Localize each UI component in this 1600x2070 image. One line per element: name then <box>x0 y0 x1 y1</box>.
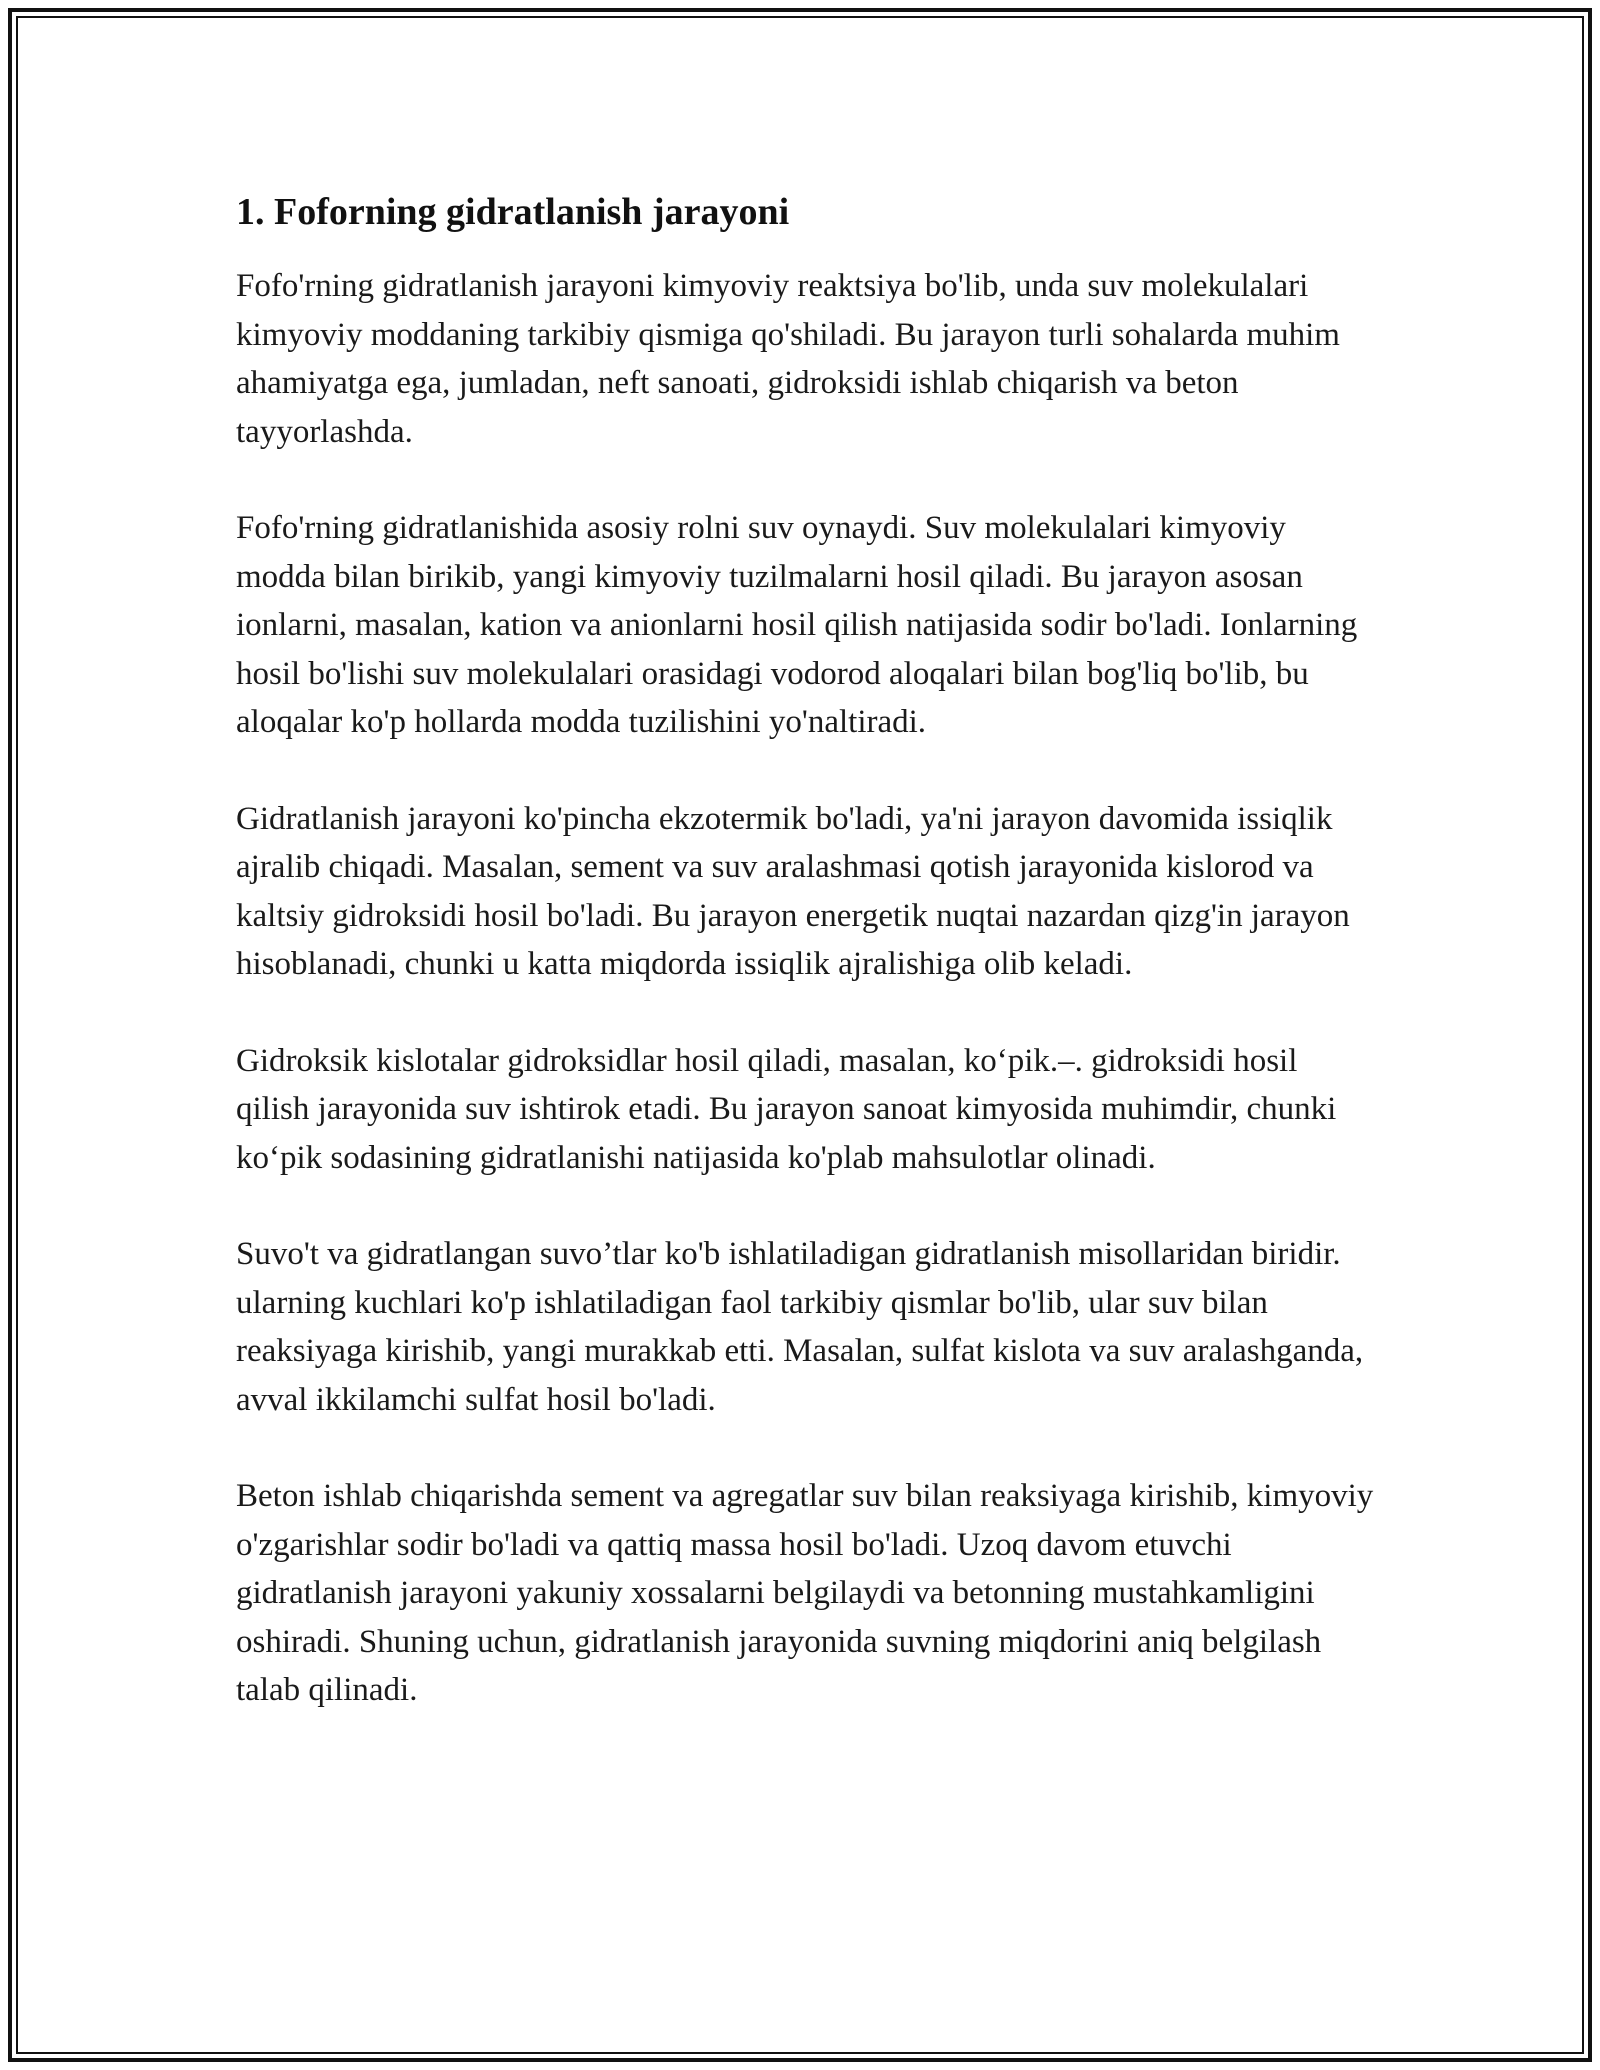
paragraph: Gidroksik kislotalar gidroksidlar hosil qiladi, masalan, ko‘pik.–. gidroksidi hosil qilish jarayonida suv ishtirok etadi. Bu jarayon sanoat kimyosida muhimdir, chunki ko‘pik sodasining gidratlanishi natijasida ko'plab mahsulotlar olinadi. <box>236 1042 1337 1176</box>
paragraph: Fofo'rning gidratlanish jarayoni kimyoviy reaktsiya bo'lib, unda suv molekulalari kimyoviy moddaning tarkibiy qismiga qo'shiladi. Bu jarayon turli sohalarda muhim ahamiyatga ega, jumladan, neft sanoati, gidroksidi ishlab chiqarish va beton tayyorlashda. <box>236 268 1340 450</box>
paragraph: Fofo'rning gidratlanishida asosiy rolni suv oynaydi. Suv molekulalari kimyoviy modda bilan birikib, yangi kimyoviy tuzilmalarni hosil qiladi. Bu jarayon asosan ionlarni, masalan, kation va anionlarni hosil qilish natijasida sodir bo'ladi. Ionlarning hosil bo'lishi suv molekulalari orasidagi vodorod aloqalari bilan bog'liq bo'lib, bu aloqalar ko'p hollarda modda tuzilishini yo'naltiradi. <box>236 510 1358 740</box>
document-title: 1. Foforning gidratlanish jarayoni <box>236 191 790 233</box>
paragraph: Gidratlanish jarayoni ko'pincha ekzotermik bo'ladi, ya'ni jarayon davomida issiqlik ajralib chiqadi. Masalan, sement va suv aralashmasi qotish jarayonida kislorod va kaltsiy gidroksidi hosil bo'ladi. Bu jarayon energetik nuqtai nazardan qizg'in jarayon hisoblanadi, chunki u katta miqdorda issiqlik ajralishiga olib keladi. <box>236 800 1350 982</box>
paragraph: Suvo't va gidratlangan suvo’tlar ko'b ishlatiladigan gidratlanish misollaridan biridir. ularning kuchlari ko'p ishlatiladigan faol tarkibiy qismlar bo'lib, ular suv bilan reaksiyaga kirishib, yangi murakkab etti. Masalan, sulfat kislota va suv aralashganda, avval ikkilamchi sulfat hosil bo'ladi. <box>236 1236 1364 1418</box>
paragraph: Beton ishlab chiqarishda sement va agregatlar suv bilan reaksiyaga kirishib, kimyoviy o'zgarishlar sodir bo'ladi va qattiq massa hosil bo'ladi. Uzoq davom etuvchi gidratlanish jarayoni yakuniy xossalarni belgilaydi va betonning mustahkamligini oshiradi. Shuning uchun, gidratlanish jarayonida suvning miqdorini aniq belgilash talab qilinadi. <box>236 1478 1374 1708</box>
document-body <box>236 184 1376 1763</box>
